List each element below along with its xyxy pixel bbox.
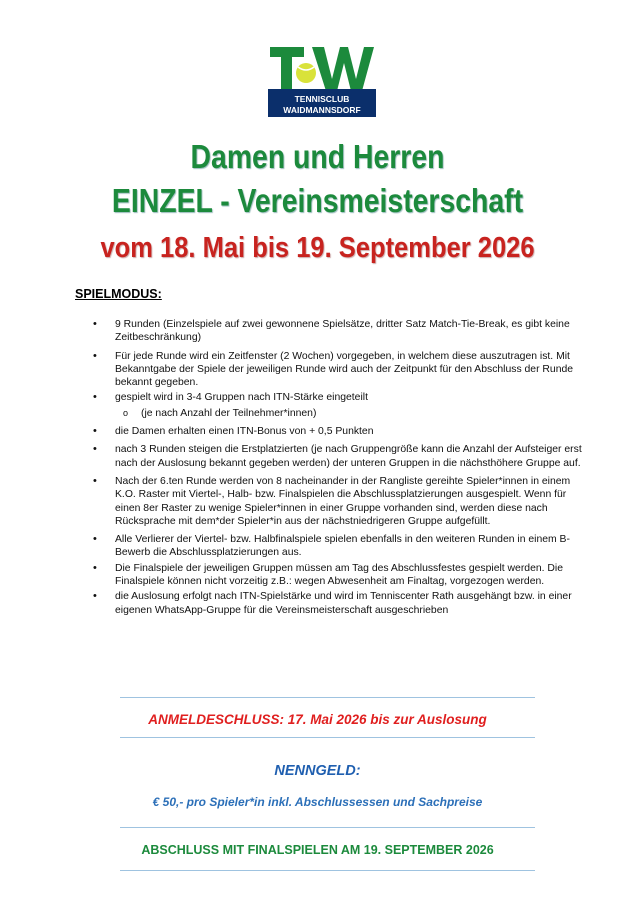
logo-text-box <box>268 93 376 117</box>
fee-value: € 50,- pro Spieler*in inkl. Abschlussessen und Sachpreise <box>152 795 483 809</box>
section-title: SPIELMODUS: <box>75 287 162 301</box>
divider <box>120 697 535 698</box>
divider <box>120 870 535 871</box>
rule-item: • nach 3 Runden steigen die Erstplatzierten (je nach Gruppengröße kann die Anzahl der Aufsteiger erst nach der Auslosung bekannt gegeben werden) der unteren Gruppen in die nächsthöhere Gruppe auf. <box>93 443 583 470</box>
rule-item: • Für jede Runde wird ein Zeitfenster (2 Wochen) vorgegeben, in welchem diese auszutragen ist. Mit Bekanntgabe der Spiele der jeweiligen Runde wird auch der Zeitpunkt für den Abschluss der Runde bekannt gegeben. <box>93 350 583 390</box>
rule-subitem: o (je nach Anzahl der Teilnehmer*innen) <box>93 407 583 420</box>
rule-item: • Nach der 6.ten Runde werden von 8 nacheinander in der Rangliste gereihte Spieler*innen in einem K.O. Raster mit Viertel-, Halb- bzw. Finalspielen die Abschlussplatzierungen ausgespielt. Wenn für einen 8er Raster zu wenige Spieler*innen in einer Gruppe vorhanden sind, werden diese nach Rücksprache mit dem*der Spieler*in aus der nächstniedrigeren Gruppe aufgefüllt. <box>93 475 583 528</box>
closing-note: ABSCHLUSS MIT FINALSPIELEN AM 19. SEPTEMBER 2026 <box>141 843 494 857</box>
rule-item: • gespielt wird in 3-4 Gruppen nach ITN-Stärke eingeteilt <box>93 391 583 404</box>
divider <box>120 827 535 828</box>
date-range-headline: vom 18. Mai bis 19. September 2026 <box>100 232 535 264</box>
fee-label: NENNGELD: <box>274 763 361 779</box>
rule-item: • die Damen erhalten einen ITN-Bonus von + 0,5 Punkten <box>93 425 583 438</box>
rule-item: • die Auslosung erfolgt nach ITN-Spielstärke und wird im Tenniscenter Rath ausgehängt bzw. in einer eigenen WhatsApp-Gruppe für die Vereinsmeisterschaft ausgeschrieben <box>93 590 583 617</box>
rule-item: • Die Finalspiele der jeweiligen Gruppen müssen am Tag des Abschlussfestes gespielt werden. Die Finalspiele können nicht vorzeitig z.B.: wegen Abwesenheit am Finaltag, vorgezogen werden. <box>93 562 583 589</box>
rules-list <box>93 318 583 622</box>
rule-item: • Alle Verlierer der Viertel- bzw. Halbfinalspiele spielen ebenfalls in den weiteren Runden in einem B-Bewerb die Abschlussplatzierungen aus. <box>93 533 583 560</box>
headline-line-2: EINZEL - Vereinsmeisterschaft <box>111 182 524 219</box>
headline-line-1: Damen und Herren <box>190 138 445 175</box>
logo-line-1: TENNISCLUB <box>294 94 350 104</box>
club-logo <box>268 45 376 117</box>
tcw-logo-icon <box>268 45 376 93</box>
divider <box>120 737 535 738</box>
registration-deadline: ANMELDESCHLUSS: 17. Mai 2026 bis zur Auslosung <box>148 712 487 727</box>
rule-item: • 9 Runden (Einzelspiele auf zwei gewonnene Spielsätze, dritter Satz Match-Tie-Break, es gibt keine Zeitbeschränkung) <box>93 318 583 345</box>
logo-line-2: WAIDMANNSDORF <box>283 105 361 115</box>
